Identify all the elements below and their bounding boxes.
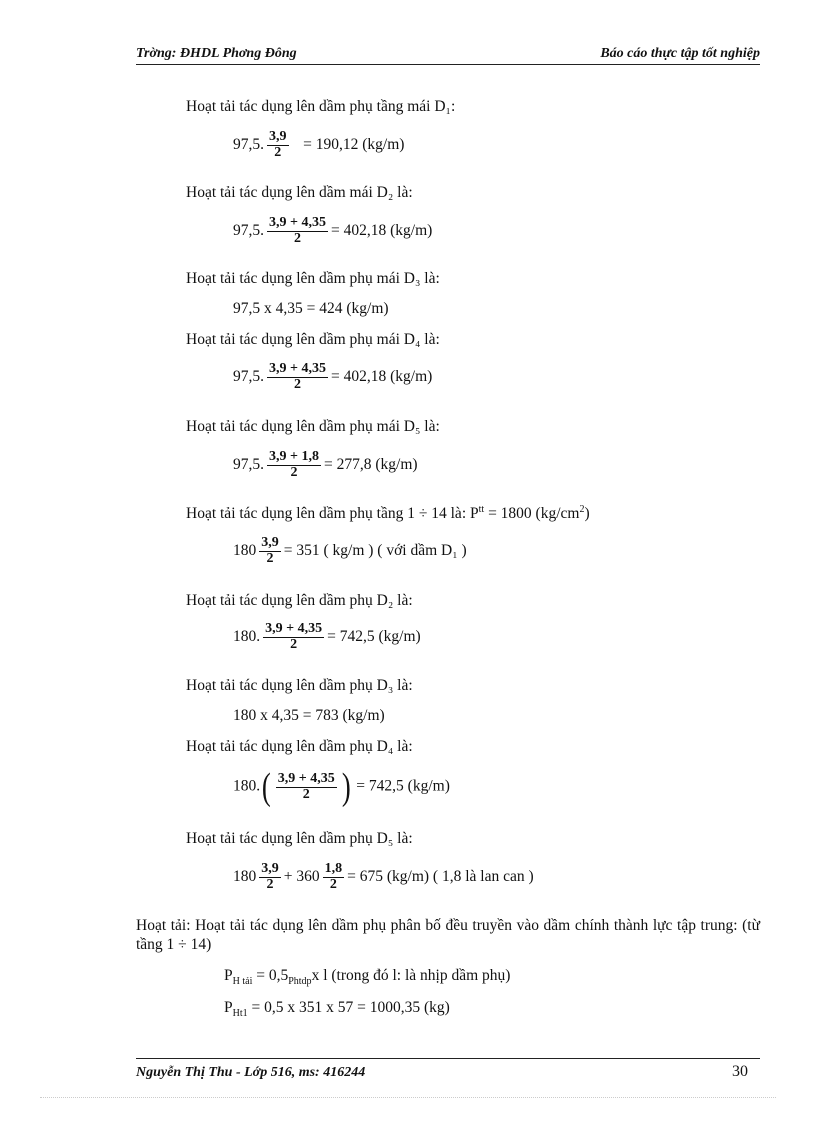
- header-school: Trờng: ĐHDL Phơng Đông: [136, 46, 297, 61]
- eq-prefix: 180.: [233, 627, 261, 645]
- heading-d2-roof: Hoạt tải tác dụng lên dầm mái D₂ là:: [186, 184, 413, 201]
- denominator: 2: [266, 550, 274, 566]
- heading-d2-floor: Hoạt tải tác dụng lên dầm phụ D₂ là:: [186, 592, 413, 609]
- equation-d3-floor: 180 x 4,35 = 783 (kg/m): [233, 707, 385, 724]
- eq-result: = 402,18 (kg/m): [330, 367, 433, 385]
- numerator: 3,9: [269, 129, 287, 144]
- equation-d1-roof: [233, 130, 404, 160]
- numerator: 3,9 + 4,35: [269, 215, 326, 230]
- denominator: 2: [290, 464, 298, 480]
- equation-d1-floor: [233, 536, 467, 566]
- denominator: 2: [293, 230, 301, 246]
- denominator: 2: [274, 144, 282, 160]
- eq-result: = 277,8 (kg/m): [323, 455, 418, 473]
- heading-d3-roof: Hoạt tải tác dụng lên dầm phụ mái D₃ là:: [186, 270, 440, 287]
- superscript: tt: [478, 504, 485, 515]
- heading-text: = 1800 (kg/cm: [484, 505, 580, 523]
- heading-d4-floor: Hoạt tải tác dụng lên dầm phụ D₄ là:: [186, 738, 413, 755]
- paragraph-concentrated-load: Hoạt tải: Hoạt tải tác dụng lên dầm phụ phân bố đều truyền vào dầm chính thành lực tập trung: (từ tầng 1 ÷ 14): [136, 917, 760, 953]
- eq-result: = 675 (kg/m) ( 1,8 là lan can ): [347, 867, 534, 885]
- eq-result: = 742,5 (kg/m): [356, 777, 450, 795]
- subscript: Phtdp: [288, 976, 312, 988]
- fraction: [259, 536, 281, 566]
- numerator: 3,9 + 4,35: [277, 770, 335, 786]
- heading-text: ): [584, 505, 590, 523]
- fraction: [267, 130, 289, 160]
- equation-d5-floor: [233, 862, 534, 892]
- formula-text: x l (trong đó l: là nhịp dầm phụ): [311, 967, 511, 984]
- page-footer: [136, 1058, 760, 1085]
- fraction: [276, 772, 337, 802]
- eq-prefix: 97,5.: [233, 455, 264, 473]
- numerator: 3,9 + 1,8: [269, 449, 319, 464]
- eq-prefix: 97,5.: [233, 221, 264, 239]
- fraction: [263, 622, 324, 652]
- left-paren: (: [262, 766, 271, 808]
- subscript: Ht1: [232, 1008, 248, 1020]
- eq-middle: + 360: [283, 867, 320, 885]
- numerator: 3,9: [261, 861, 279, 876]
- page-bottom-divider: [40, 1097, 776, 1098]
- eq-prefix: 180: [233, 867, 257, 885]
- equation-d4-floor: [233, 768, 450, 806]
- numerator: 3,9 + 4,35: [265, 621, 323, 636]
- equation-d4-roof: [233, 362, 432, 392]
- equation-d2-roof: [233, 216, 432, 246]
- equation-d3-roof: 97,5 x 4,35 = 424 (kg/m): [233, 300, 389, 317]
- eq-result: = 351 ( kg/m ) ( với dầm D₁ ): [283, 541, 467, 559]
- formula-text: = 0,5: [252, 967, 289, 984]
- heading-d5-floor: Hoạt tải tác dụng lên dầm phụ D₅ là:: [186, 830, 413, 847]
- superscript: 2: [579, 504, 585, 515]
- denominator: 2: [302, 786, 310, 802]
- eq-prefix: 180.: [233, 777, 261, 795]
- denominator: 2: [293, 376, 301, 392]
- fraction: [267, 362, 328, 392]
- eq-result: = 742,5 (kg/m): [327, 627, 421, 645]
- fraction: [323, 862, 345, 892]
- page-number: 30: [732, 1063, 748, 1080]
- heading-d1-roof: Hoạt tải tác dụng lên dầm phụ tầng mái D₁:: [186, 98, 456, 115]
- page-header: [136, 44, 760, 65]
- numerator: 3,9 + 4,35: [269, 361, 326, 376]
- heading-floors-1-14: [186, 504, 590, 523]
- numerator: 1,8: [324, 861, 343, 876]
- formula-text: P: [224, 999, 233, 1016]
- numerator: 3,9: [261, 535, 279, 550]
- eq-prefix: 180: [233, 541, 257, 559]
- formula-text: P: [224, 967, 233, 984]
- equation-d2-floor: [233, 622, 421, 652]
- formula-pht1: [224, 999, 450, 1019]
- fraction: [259, 862, 281, 892]
- heading-d5-roof: Hoạt tải tác dụng lên dầm phụ mái D₅ là:: [186, 418, 440, 435]
- equation-d5-roof: [233, 450, 418, 480]
- fraction: [267, 216, 328, 246]
- eq-prefix: 97,5.: [233, 135, 264, 153]
- footer-author: Nguyễn Thị Thu - Lớp 516, ms: 416244: [136, 1065, 366, 1080]
- denominator: 2: [266, 876, 274, 892]
- eq-prefix: 97,5.: [233, 367, 264, 385]
- heading-d4-roof: Hoạt tải tác dụng lên dầm phụ mái D₄ là:: [186, 331, 440, 348]
- eq-result: = 190,12 (kg/m): [303, 135, 405, 153]
- fraction: [267, 450, 321, 480]
- right-paren: ): [341, 766, 351, 808]
- denominator: 2: [329, 876, 337, 892]
- denominator: 2: [290, 636, 298, 652]
- formula-ph-load: [224, 967, 510, 987]
- subscript: H tải: [232, 976, 253, 988]
- formula-text: = 0,5 x 351 x 57 = 1000,35 (kg): [247, 999, 450, 1016]
- heading-d3-floor: Hoạt tải tác dụng lên dầm phụ D₃ là:: [186, 677, 413, 694]
- header-report-title: Báo cáo thực tập tốt nghiệp: [600, 46, 760, 61]
- heading-text: Hoạt tải tác dụng lên dầm phụ tầng 1 ÷ 14 là: P: [186, 505, 479, 523]
- eq-result: = 402,18 (kg/m): [330, 221, 433, 239]
